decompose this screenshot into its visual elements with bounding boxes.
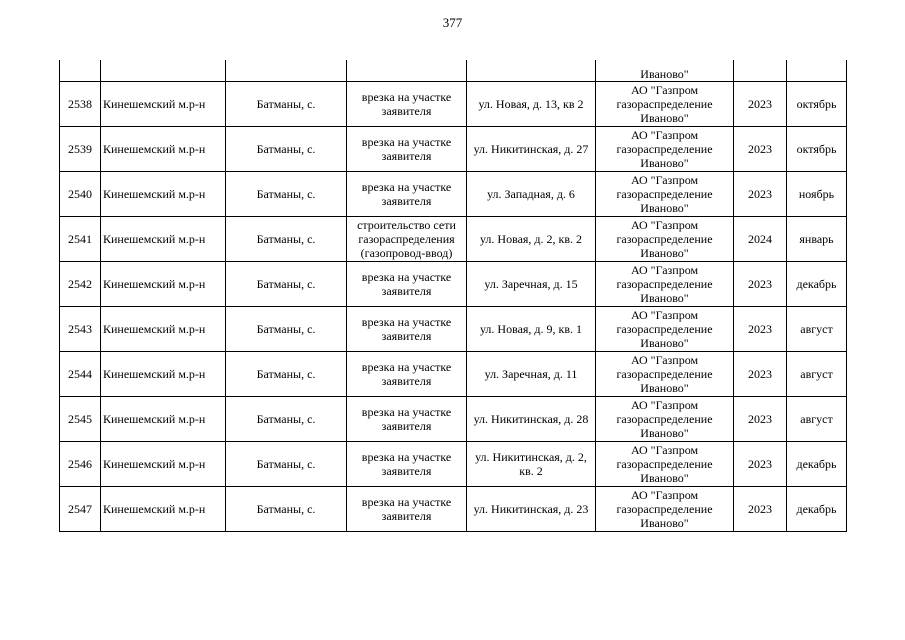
cell-organization: АО "Газпром газораспределение Иваново" <box>596 82 734 127</box>
cell-district: Кинешемский м.р-н <box>101 352 226 397</box>
cell-locality: Батманы, с. <box>226 307 347 352</box>
cell-locality: Батманы, с. <box>226 127 347 172</box>
cell-month: декабрь <box>787 487 847 532</box>
continuation-row <box>60 60 847 82</box>
page-number: 377 <box>442 15 463 30</box>
cell-organization: АО "Газпром газораспределение Иваново" <box>596 487 734 532</box>
cell-month: октябрь <box>787 82 847 127</box>
table-row <box>60 442 847 487</box>
cell-district: Кинешемский м.р-н <box>101 307 226 352</box>
cell-month: август <box>787 307 847 352</box>
cell-num: 2541 <box>60 217 101 262</box>
cell-year: 2023 <box>734 262 787 307</box>
cell-num: 2545 <box>60 397 101 442</box>
cell-district: Кинешемский м.р-н <box>101 397 226 442</box>
cell-year: 2023 <box>734 442 787 487</box>
cell-district: Кинешемский м.р-н <box>101 127 226 172</box>
cell-work: врезка на участке заявителя <box>347 82 467 127</box>
cell-locality: Батманы, с. <box>226 82 347 127</box>
cell-year <box>734 60 787 82</box>
cell-year: 2024 <box>734 217 787 262</box>
cell-num: 2543 <box>60 307 101 352</box>
cell-organization: АО "Газпром газораспределение Иваново" <box>596 127 734 172</box>
cell-num <box>60 60 101 82</box>
cell-district: Кинешемский м.р-н <box>101 217 226 262</box>
cell-district <box>101 60 226 82</box>
table-row <box>60 82 847 127</box>
cell-address: ул. Заречная, д. 15 <box>467 262 596 307</box>
cell-month: август <box>787 397 847 442</box>
cell-num: 2542 <box>60 262 101 307</box>
cell-month: август <box>787 352 847 397</box>
cell-district: Кинешемский м.р-н <box>101 82 226 127</box>
cell-month: январь <box>787 217 847 262</box>
cell-locality <box>226 60 347 82</box>
cell-work: врезка на участке заявителя <box>347 352 467 397</box>
cell-work: врезка на участке заявителя <box>347 262 467 307</box>
cell-month: декабрь <box>787 262 847 307</box>
table-row <box>60 217 847 262</box>
cell-address: ул. Никитинская, д. 27 <box>467 127 596 172</box>
cell-locality: Батманы, с. <box>226 217 347 262</box>
cell-month <box>787 60 847 82</box>
cell-month: декабрь <box>787 442 847 487</box>
cell-organization: АО "Газпром газораспределение Иваново" <box>596 442 734 487</box>
cell-locality: Батманы, с. <box>226 442 347 487</box>
cell-locality: Батманы, с. <box>226 172 347 217</box>
table-row <box>60 487 847 532</box>
cell-address: ул. Новая, д. 9, кв. 1 <box>467 307 596 352</box>
table-row <box>60 262 847 307</box>
table-row <box>60 397 847 442</box>
cell-work: врезка на участке заявителя <box>347 487 467 532</box>
cell-year: 2023 <box>734 397 787 442</box>
cell-work: врезка на участке заявителя <box>347 442 467 487</box>
cell-work: врезка на участке заявителя <box>347 307 467 352</box>
cell-locality: Батманы, с. <box>226 262 347 307</box>
cell-district: Кинешемский м.р-н <box>101 487 226 532</box>
cell-work: врезка на участке заявителя <box>347 127 467 172</box>
cell-year: 2023 <box>734 307 787 352</box>
cell-address: ул. Заречная, д. 11 <box>467 352 596 397</box>
cell-organization: АО "Газпром газораспределение Иваново" <box>596 352 734 397</box>
cell-locality: Батманы, с. <box>226 352 347 397</box>
cell-organization: АО "Газпром газораспределение Иваново" <box>596 262 734 307</box>
cell-work <box>347 60 467 82</box>
cell-organization: АО "Газпром газораспределение Иваново" <box>596 307 734 352</box>
cell-month: октябрь <box>787 127 847 172</box>
cell-organization: АО "Газпром газораспределение Иваново" <box>596 397 734 442</box>
cell-num: 2540 <box>60 172 101 217</box>
cell-locality: Батманы, с. <box>226 487 347 532</box>
cell-num: 2544 <box>60 352 101 397</box>
cell-num: 2546 <box>60 442 101 487</box>
cell-district: Кинешемский м.р-н <box>101 262 226 307</box>
cell-month: ноябрь <box>787 172 847 217</box>
cell-year: 2023 <box>734 82 787 127</box>
cell-district: Кинешемский м.р-н <box>101 442 226 487</box>
cell-num: 2538 <box>60 82 101 127</box>
cell-organization: АО "Газпром газораспределение Иваново" <box>596 217 734 262</box>
cell-work: врезка на участке заявителя <box>347 172 467 217</box>
cell-organization: АО "Газпром газораспределение Иваново" <box>596 172 734 217</box>
cell-work: строительство сети газораспределения (газопровод-ввод) <box>347 217 467 262</box>
cell-year: 2023 <box>734 172 787 217</box>
cell-organization: Иваново" <box>596 60 734 82</box>
cell-address: ул. Западная, д. 6 <box>467 172 596 217</box>
table-row <box>60 172 847 217</box>
cell-year: 2023 <box>734 487 787 532</box>
cell-year: 2023 <box>734 352 787 397</box>
table-row <box>60 307 847 352</box>
cell-locality: Батманы, с. <box>226 397 347 442</box>
cell-address: ул. Новая, д. 2, кв. 2 <box>467 217 596 262</box>
cell-address: ул. Новая, д. 13, кв 2 <box>467 82 596 127</box>
cell-year: 2023 <box>734 127 787 172</box>
cell-work: врезка на участке заявителя <box>347 397 467 442</box>
cell-district: Кинешемский м.р-н <box>101 172 226 217</box>
cell-address <box>467 60 596 82</box>
cell-num: 2539 <box>60 127 101 172</box>
cell-address: ул. Никитинская, д. 2, кв. 2 <box>467 442 596 487</box>
gasification-table <box>59 60 847 532</box>
table-body <box>60 60 847 532</box>
cell-address: ул. Никитинская, д. 28 <box>467 397 596 442</box>
cell-num: 2547 <box>60 487 101 532</box>
table-row <box>60 127 847 172</box>
table-row <box>60 352 847 397</box>
cell-address: ул. Никитинская, д. 23 <box>467 487 596 532</box>
